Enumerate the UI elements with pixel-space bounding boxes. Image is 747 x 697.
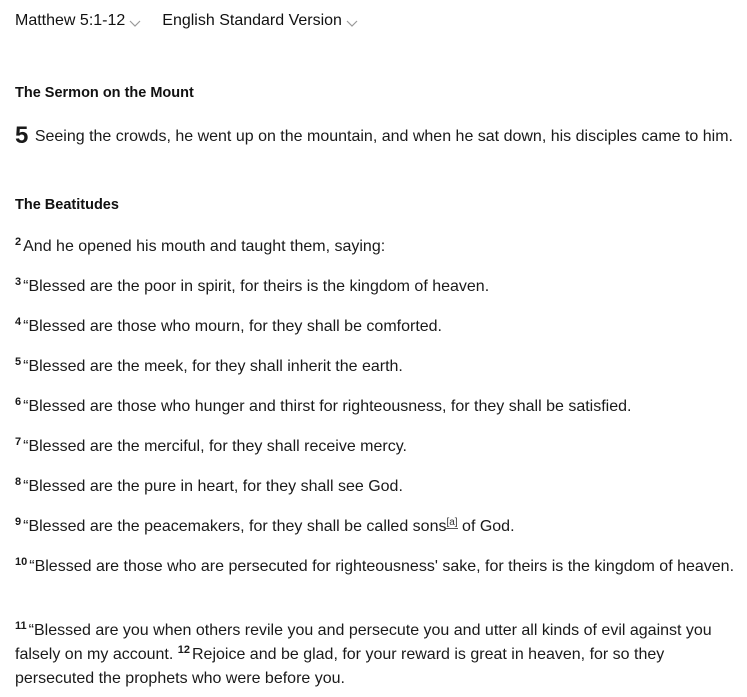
- verse-text: Rejoice and be glad, for your reward is great in heaven, for so they persecuted the prophets who were before you.: [15, 646, 665, 687]
- verse-6: [15, 395, 735, 419]
- verse-text: “Blessed are the peacemakers, for they shall be called sons: [23, 518, 447, 535]
- verse-10: [15, 555, 735, 579]
- version-label: English Standard Version: [162, 12, 342, 29]
- verse-7: [15, 435, 735, 459]
- chevron-down-icon: [345, 18, 359, 28]
- verse-text: “Blessed are those who hunger and thirst for righteousness, for they shall be satisfied.: [23, 398, 632, 415]
- verse-1: [15, 124, 735, 149]
- verse-text: Seeing the crowds, he went up on the mountain, and when he sat down, his disciples came to him.: [34, 128, 733, 145]
- verse-text: “Blessed are the merciful, for they shall receive mercy.: [23, 438, 407, 455]
- verse-number: 10: [15, 556, 28, 568]
- verse-2: [15, 235, 735, 259]
- verse-number: 5: [15, 356, 22, 368]
- passage-selector[interactable]: [15, 12, 142, 30]
- verse-5: [15, 355, 735, 379]
- verse-text: “Blessed are the pure in heart, for they shall see God.: [23, 478, 403, 495]
- verse-number: 12: [177, 644, 190, 656]
- verse-number: 3: [15, 276, 22, 288]
- verse-text: And he opened his mouth and taught them, saying:: [23, 238, 386, 255]
- verse-number: 9: [15, 516, 22, 528]
- verse-text: “Blessed are those who mourn, for they shall be comforted.: [23, 318, 442, 335]
- toolbar: [15, 10, 359, 32]
- version-selector[interactable]: [162, 12, 359, 30]
- chapter-number: 5: [15, 122, 29, 149]
- verse-number: 2: [15, 236, 22, 248]
- verse-9: [15, 515, 735, 539]
- verse-text: “Blessed are the poor in spirit, for theirs is the kingdom of heaven.: [23, 278, 490, 295]
- verse-text: “Blessed are the meek, for they shall inherit the earth.: [23, 358, 403, 375]
- verse-number: 6: [15, 396, 22, 408]
- passage-label: Matthew 5:1-12: [15, 12, 126, 29]
- verse-number: 8: [15, 476, 22, 488]
- verse-3: [15, 275, 735, 299]
- verse-text: of God.: [457, 518, 515, 535]
- verse-text: “Blessed are you when others revile you and persecute you and utter all kinds of evil against you falsely on my account.: [15, 622, 712, 663]
- section-heading: The Beatitudes: [15, 197, 119, 213]
- section-heading: The Sermon on the Mount: [15, 85, 194, 101]
- verse-text: “Blessed are those who are persecuted for righteousness' sake, for theirs is the kingdom of heaven.: [29, 558, 735, 575]
- verse-4: [15, 315, 735, 339]
- chevron-down-icon: [128, 18, 142, 28]
- verse-number: 7: [15, 436, 22, 448]
- verse-number: 4: [15, 316, 22, 328]
- verse-8: [15, 475, 735, 499]
- verse-number: 11: [15, 620, 27, 632]
- verse-11: [15, 619, 735, 691]
- footnote-link[interactable]: [a]: [446, 517, 458, 528]
